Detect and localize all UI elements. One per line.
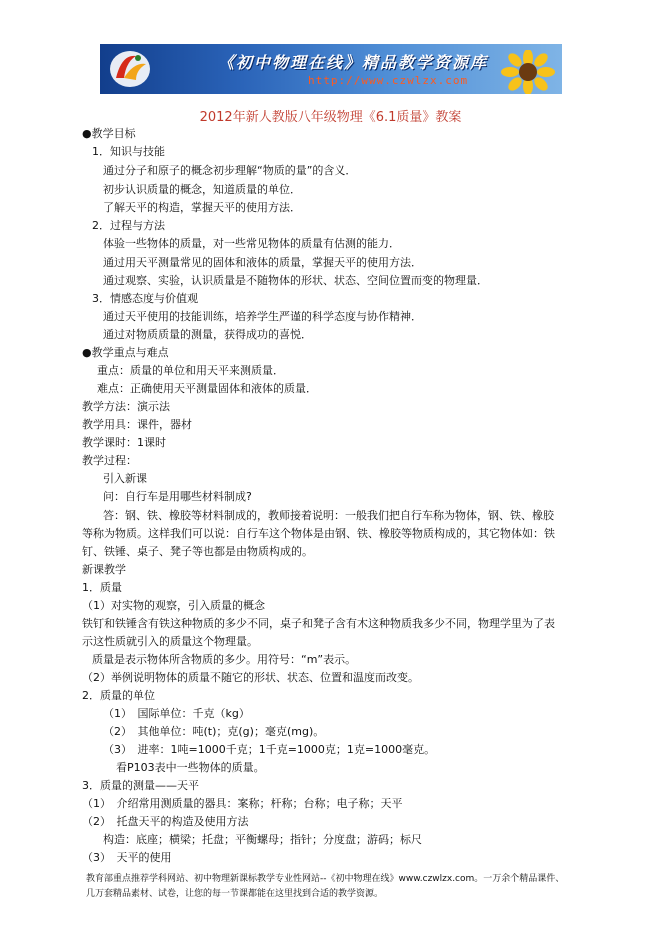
text-line: 重点：质量的单位和用天平来测质量． [97, 364, 284, 377]
banner-url[interactable]: http://www.czwlzx.com [308, 74, 469, 87]
text-line: 答：钢、铁、橡胶等材料制成的，教师接着说明：一般我们把自行车称为物体，钢、铁、橡胶 [103, 509, 554, 522]
footer-line: 教育部重点推荐学科网站、初中物理新课标教学专业性网站--《初中物理在线》www.czwlzx.com。一万余个精品课件、 [86, 874, 565, 884]
text-line: 体验一些物体的质量，对一些常见物体的质量有估测的能力． [103, 237, 400, 250]
text-line: 看P103表中一些物体的质量。 [116, 761, 265, 774]
text-line: 通过天平使用的技能训练，培养学生严谨的科学态度与协作精神． [103, 310, 422, 323]
document-title: 2012年新人教版八年级物理《6.1质量》教案 [199, 110, 462, 125]
site-logo-icon [106, 48, 154, 90]
text-line: 教学用具：课件，器材 [82, 418, 192, 431]
text-line: 等称为物质。这样我们可以说：自行车这个物体是由钢、铁、橡胶等物质构成的，其它物体如：铁 [82, 527, 555, 540]
text-line: 通过对物质质量的测量，获得成功的喜悦． [103, 328, 312, 341]
text-line: （2） 托盘天平的构造及使用方法 [82, 815, 249, 828]
text-line: （1） 国际单位：千克（kg） [103, 707, 250, 720]
text-line: 钉、铁锤、桌子、凳子等也都是由物质构成的。 [82, 545, 313, 558]
header-banner [100, 44, 562, 94]
text-line: 铁钉和铁锤含有铁这种物质的多少不同，桌子和凳子含有木这种物质我多少不同，物理学里为了表 [82, 617, 555, 630]
text-line: 通过分子和原子的概念初步理解“物质的量”的含义． [103, 164, 357, 177]
subsection-heading: 2．质量的单位 [82, 689, 155, 702]
banner-title: 《初中物理在线》精品教学资源库 [218, 53, 489, 72]
text-line: 教学方法：演示法 [82, 400, 170, 413]
sunflower-icon [498, 50, 558, 94]
text-line: 通过用天平测量常见的固体和液体的质量，掌握天平的使用方法． [103, 256, 422, 269]
text-line: 示这性质就引入的质量这个物理量。 [82, 635, 258, 648]
text-line: 引入新课 [103, 472, 147, 485]
subsection-heading: 1．质量 [82, 581, 122, 594]
text-line: （3） 天平的使用 [82, 851, 172, 864]
text-line: （2）举例说明物体的质量不随它的形状、状态、位置和温度而改变。 [82, 671, 419, 684]
text-line: 初步认识质量的概念，知道质量的单位． [103, 183, 301, 196]
section-heading: ●教学目标 [82, 127, 136, 140]
text-line: 了解天平的构造，掌握天平的使用方法． [103, 201, 301, 214]
text-line: （1）对实物的观察，引入质量的概念 [82, 599, 265, 612]
text-line: （2） 其他单位：吨(t)；克(g)；毫克(mg)。 [103, 725, 325, 738]
text-line: （3） 进率：1吨=1000千克；1千克=1000克；1克=1000毫克。 [103, 743, 436, 756]
subsection-heading: 1．知识与技能 [92, 145, 165, 158]
text-line: 通过观察、实验，认识质量是不随物体的形状、状态、空间位置而变的物理量． [103, 274, 488, 287]
section-heading: ●教学重点与难点 [82, 346, 169, 359]
footer-line: 几万套精品素材、试卷，让您的每一节课都能在这里找到合适的教学资源。 [86, 889, 384, 899]
subsection-heading: 3．情感态度与价值观 [92, 292, 198, 305]
text-line: 构造：底座；横梁；托盘；平衡螺母；指针；分度盘；游码；标尺 [103, 833, 422, 846]
text-line: 难点：正确使用天平测量固体和液体的质量． [97, 382, 317, 395]
text-line: 教学课时：1课时 [82, 436, 166, 449]
subsection-heading: 3．质量的测量——天平 [82, 779, 199, 792]
text-line: 问：自行车是用哪些材料制成? [103, 490, 252, 503]
text-line: 教学过程： [82, 454, 137, 467]
text-line: 新课教学 [82, 563, 126, 576]
text-line: 质量是表示物体所含物质的多少。用符号：“m”表示。 [92, 653, 357, 666]
subsection-heading: 2．过程与方法 [92, 219, 165, 232]
text-line: （1） 介绍常用测质量的器具：案称；杆称；台称；电子称；天平 [82, 797, 403, 810]
